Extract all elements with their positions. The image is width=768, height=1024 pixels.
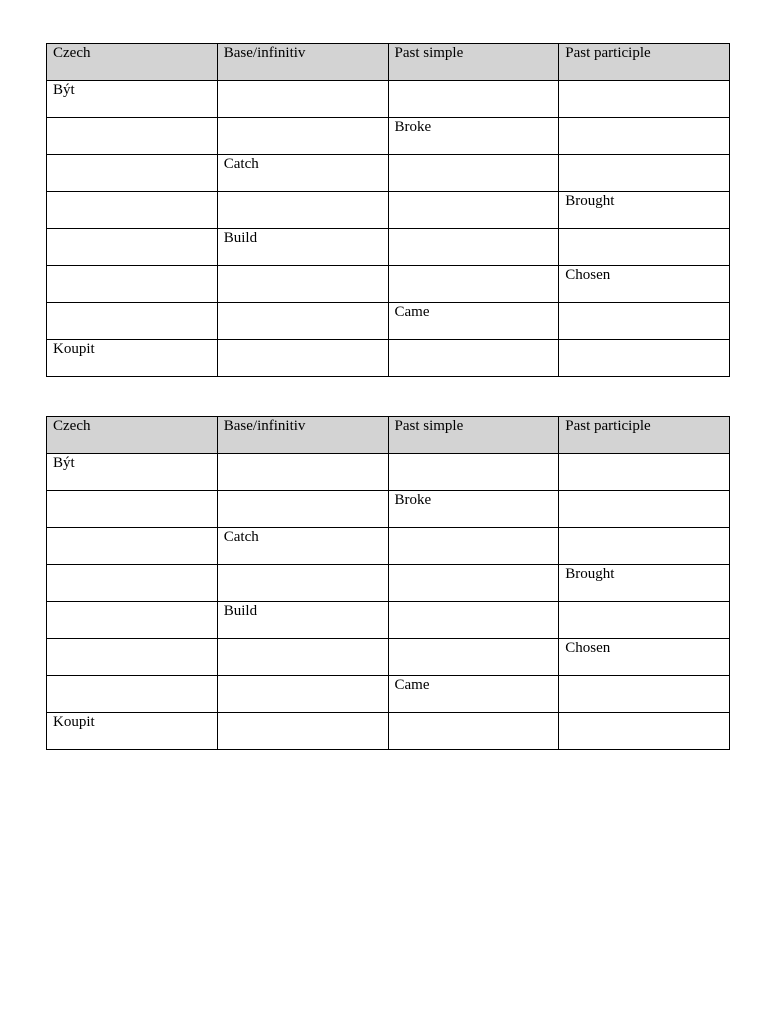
table-cell[interactable]: Koupit — [47, 713, 218, 750]
table-row — [47, 340, 730, 377]
table-cell[interactable]: Brought — [559, 565, 730, 602]
verb-table-1 — [46, 43, 730, 377]
table-cell[interactable] — [217, 192, 388, 229]
table-cell[interactable] — [47, 602, 218, 639]
table-cell[interactable]: Chosen — [559, 266, 730, 303]
table-cell[interactable] — [47, 192, 218, 229]
table-cell[interactable] — [388, 81, 559, 118]
table-cell[interactable]: Koupit — [47, 340, 218, 377]
table-header-row — [47, 417, 730, 454]
column-header: Base/infinitiv — [217, 417, 388, 454]
table-row — [47, 155, 730, 192]
table-cell[interactable] — [559, 491, 730, 528]
table-cell[interactable] — [559, 528, 730, 565]
table-cell[interactable] — [47, 155, 218, 192]
table-cell[interactable]: Build — [217, 229, 388, 266]
table-cell[interactable] — [217, 454, 388, 491]
table-cell[interactable] — [47, 491, 218, 528]
table-cell[interactable] — [47, 676, 218, 713]
table-row — [47, 266, 730, 303]
table-cell[interactable] — [388, 602, 559, 639]
table-cell[interactable] — [559, 676, 730, 713]
table-row — [47, 528, 730, 565]
table-cell[interactable]: Broke — [388, 118, 559, 155]
table-row — [47, 81, 730, 118]
table-cell[interactable] — [388, 528, 559, 565]
table-row — [47, 454, 730, 491]
table-cell[interactable] — [217, 118, 388, 155]
table-cell[interactable]: Build — [217, 602, 388, 639]
column-header: Past simple — [388, 44, 559, 81]
table-cell[interactable] — [388, 266, 559, 303]
table-cell[interactable] — [388, 639, 559, 676]
table-cell[interactable] — [388, 229, 559, 266]
table-cell[interactable] — [388, 340, 559, 377]
table-cell[interactable]: Came — [388, 676, 559, 713]
table-cell[interactable] — [217, 303, 388, 340]
table-cell[interactable]: Být — [47, 454, 218, 491]
table-cell[interactable] — [47, 565, 218, 602]
table-row — [47, 602, 730, 639]
column-header: Past participle — [559, 44, 730, 81]
table-cell[interactable]: Brought — [559, 192, 730, 229]
table-row — [47, 639, 730, 676]
table-row — [47, 303, 730, 340]
table-cell[interactable]: Catch — [217, 528, 388, 565]
table-cell[interactable] — [559, 602, 730, 639]
table-cell[interactable] — [559, 454, 730, 491]
table-cell[interactable]: Came — [388, 303, 559, 340]
table-cell[interactable]: Chosen — [559, 639, 730, 676]
column-header: Czech — [47, 417, 218, 454]
table-cell[interactable]: Být — [47, 81, 218, 118]
table-cell[interactable] — [559, 118, 730, 155]
table-cell[interactable] — [217, 491, 388, 528]
table-row — [47, 676, 730, 713]
table-cell[interactable] — [47, 639, 218, 676]
table-cell[interactable] — [47, 303, 218, 340]
table-cell[interactable] — [559, 229, 730, 266]
table-cell[interactable] — [559, 155, 730, 192]
table-cell[interactable]: Broke — [388, 491, 559, 528]
table-cell[interactable]: Catch — [217, 155, 388, 192]
table-cell[interactable] — [217, 713, 388, 750]
table-cell[interactable] — [559, 303, 730, 340]
table-row — [47, 491, 730, 528]
table-row — [47, 713, 730, 750]
column-header: Past participle — [559, 417, 730, 454]
table-cell[interactable] — [559, 340, 730, 377]
column-header: Past simple — [388, 417, 559, 454]
column-header: Base/infinitiv — [217, 44, 388, 81]
table-cell[interactable] — [217, 81, 388, 118]
table-row — [47, 565, 730, 602]
table-cell[interactable] — [388, 192, 559, 229]
column-header: Czech — [47, 44, 218, 81]
table-cell[interactable] — [217, 676, 388, 713]
table-cell[interactable] — [388, 713, 559, 750]
table-cell[interactable] — [47, 266, 218, 303]
table-cell[interactable] — [47, 118, 218, 155]
table-cell[interactable] — [217, 266, 388, 303]
table-row — [47, 118, 730, 155]
table-header-row — [47, 44, 730, 81]
table-cell[interactable] — [47, 528, 218, 565]
table-cell[interactable] — [47, 229, 218, 266]
table-row — [47, 229, 730, 266]
table-cell[interactable] — [217, 340, 388, 377]
table-cell[interactable] — [217, 565, 388, 602]
table-cell[interactable] — [388, 155, 559, 192]
table-cell[interactable] — [217, 639, 388, 676]
table-cell[interactable] — [559, 713, 730, 750]
table-cell[interactable] — [388, 454, 559, 491]
verb-table-2 — [46, 416, 730, 750]
table-cell[interactable] — [559, 81, 730, 118]
table-cell[interactable] — [388, 565, 559, 602]
table-row — [47, 192, 730, 229]
